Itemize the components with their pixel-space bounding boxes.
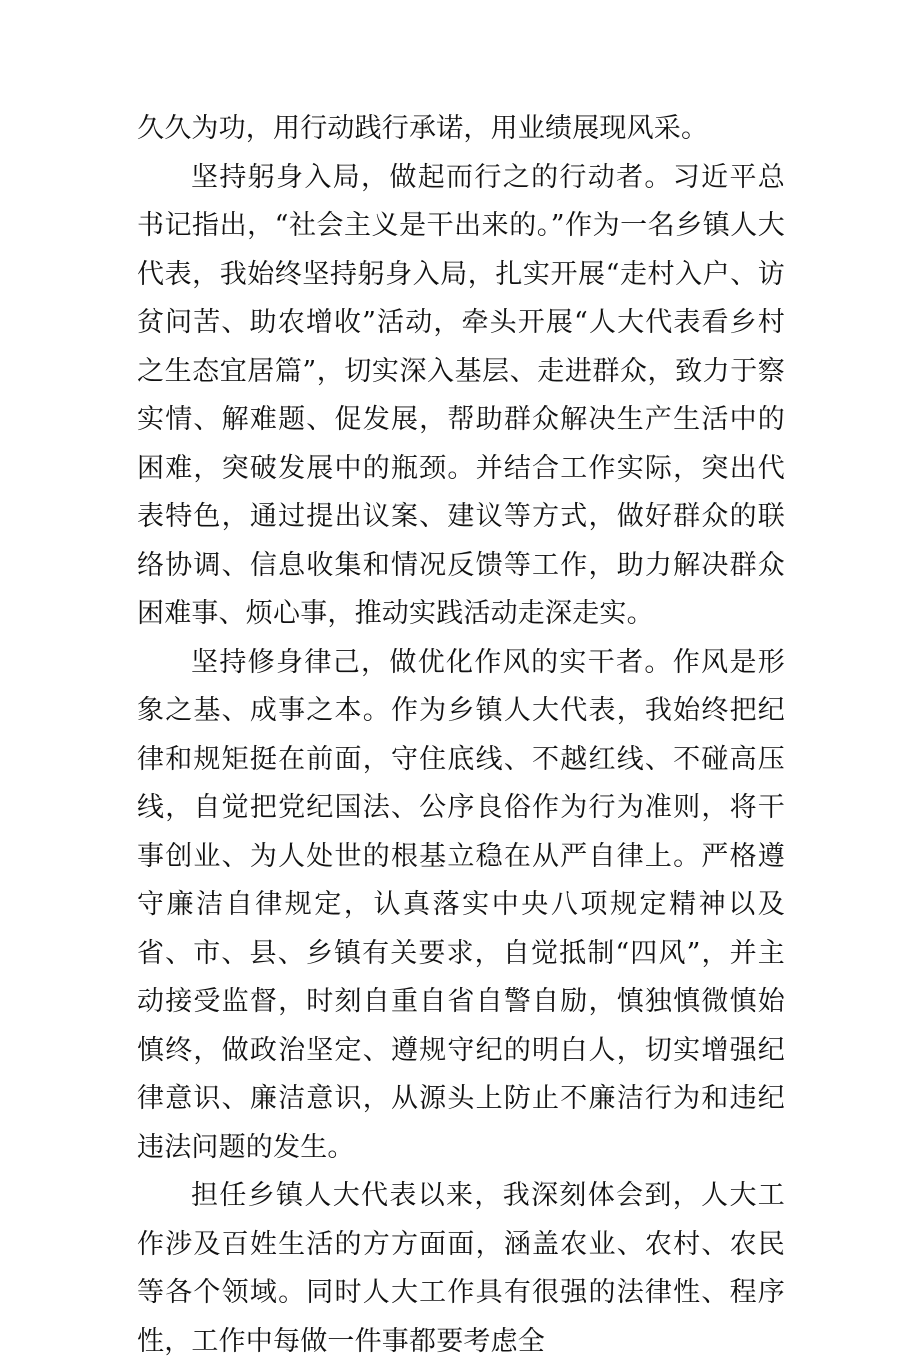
paragraph-discipline: 坚持修身律己，做优化作风的实干者。作风是形象之基、成事之本。作为乡镇人大代表，我始终把纪律和规矩挺在前面，守住底线、不越红线、不碰高压线，自觉把党纪国法、公序良俗作为行为准则，将干事创业、为人处世的根基立稳在从严自律上。严格遵守廉洁自律规定，认真落实中央八项规定精神以及省、市、县、乡镇有关要求，自觉抵制“四风”，并主动接受监督，时刻自重自省自警自励，慎独慎微慎始慎终，做政治坚定、遵规守纪的明白人，切实增强纪律意识、廉洁意识，从源头上防止不廉洁行为和违纪违法问题的发生。 xyxy=(137,646,785,1163)
paragraph-continuation: 久久为功，用行动践行承诺，用业绩展现风采。 xyxy=(137,113,709,144)
document-body xyxy=(137,105,785,1366)
paragraph-action: 坚持躬身入局，做起而行之的行动者。习近平总书记指出，“社会主义是干出来的。”作为一名乡镇人大代表，我始终坚持躬身入局，扎实开展“走村入户、访贫问苦、助农增收”活动，牵头开展“人大代表看乡村之生态宜居篇”，切实深入基层、走进群众，致力于察实情、解难题、促发展，帮助群众解决生产生活中的困难，突破发展中的瓶颈。并结合工作实际，突出代表特色，通过提出议案、建议等方式，做好群众的联络协调、信息收集和情况反馈等工作，助力解决群众困难事、烦心事，推动实践活动走深走实。 xyxy=(137,161,785,629)
paragraph-experience: 担任乡镇人大代表以来，我深刻体会到，人大工作涉及百姓生活的方方面面，涵盖农业、农村、农民等各个领域。同时人大工作具有很强的法律性、程序性，工作中每做一件事都要考虑全 xyxy=(137,1180,785,1357)
